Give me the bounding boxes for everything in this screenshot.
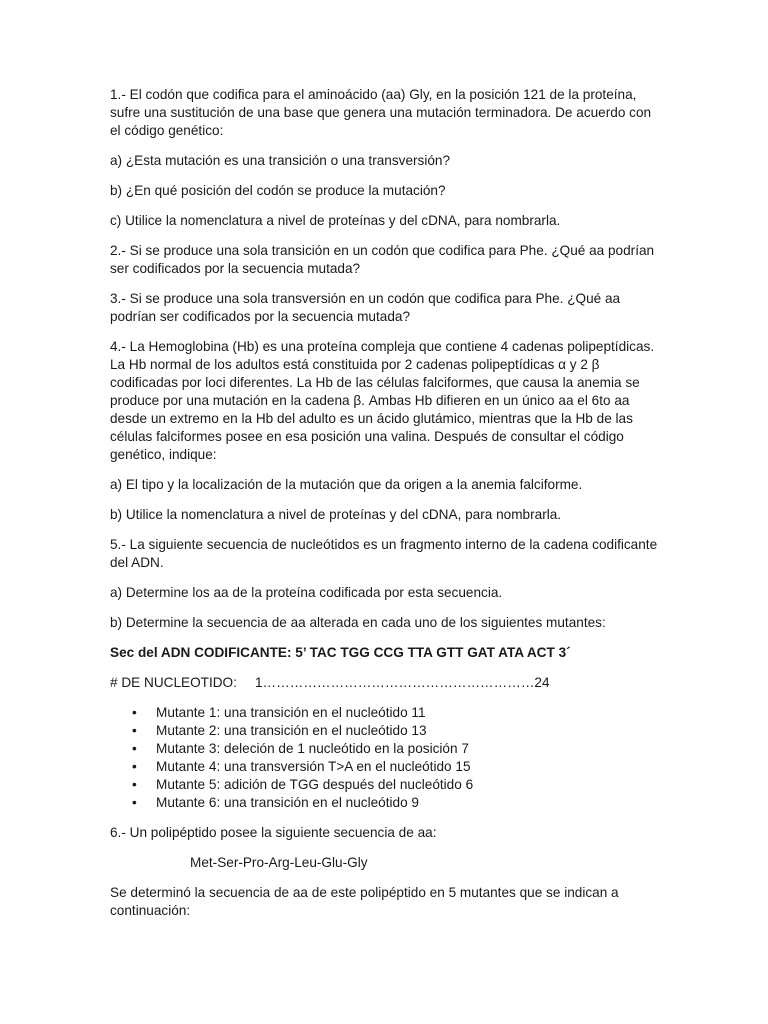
mutant-text: Mutante 6: una transición en el nucleótido 9: [156, 795, 419, 810]
question-1-b: b) ¿En qué posición del codón se produce la mutación?: [110, 183, 446, 198]
list-item: [110, 740, 660, 758]
question-5: 5.- La siguiente secuencia de nucleótidos es un fragmento interno de la cadena codificante del ADN.: [110, 537, 658, 570]
list-item: [110, 722, 660, 740]
nucleotide-label: # DE NUCLEOTIDO:: [110, 675, 237, 690]
question-4: 4.- La Hemoglobina (Hb) es una proteína compleja que contiene 4 cadenas polipeptídicas. La Hb normal de los adultos está constituida por 2 cadenas polipeptídicas α y 2 β codificadas por loci diferentes. La Hb de las células falciformes, que causa la anemia se produce por una mutación en la cadena β. Ambas Hb difieren en un único aa el 6to aa desde un extremo en la Hb del adulto es un ácido glutámico, mientras que la Hb de las células falciformes posee en esa posición una valina. Después de consultar el código genético, indique:: [110, 339, 655, 462]
bullet-icon: •: [132, 777, 137, 792]
polypeptide-sequence: Met-Ser-Pro-Arg-Leu-Glu-Gly: [190, 855, 368, 870]
bullet-icon: •: [132, 705, 137, 720]
question-1: 1.- El codón que codifica para el aminoácido (aa) Gly, en la posición 121 de la proteína, sufre una sustitución de una base que genera una mutación terminadora. De acuerdo con el código genético:: [110, 87, 652, 138]
question-2: 2.- Si se produce una sola transición en un codón que codifica para Phe. ¿Qué aa podrían ser codificados por la secuencia mutada?: [110, 243, 655, 276]
question-3: 3.- Si se produce una sola transversión en un codón que codifica para Phe. ¿Qué aa podrían ser codificados por la secuencia mutada?: [110, 291, 621, 324]
list-item: [110, 794, 660, 812]
list-item: [110, 776, 660, 794]
question-4-b: b) Utilice la nomenclatura a nivel de proteínas y del cDNA, para nombrarla.: [110, 507, 562, 522]
list-item: [110, 758, 660, 776]
mutant-text: Mutante 4: una transversión T>A en el nucleótido 15: [156, 759, 471, 774]
bullet-icon: •: [132, 723, 137, 738]
bullet-icon: •: [132, 759, 137, 774]
mutant-text: Mutante 5: adición de TGG después del nucleótido 6: [156, 777, 474, 792]
nucleotide-range: 1……………………………………………………24: [255, 675, 550, 690]
mutant-text: Mutante 1: una transición en el nucleótido 11: [156, 705, 426, 720]
document-body: [110, 86, 660, 932]
question-5-b: b) Determine la secuencia de aa alterada en cada uno de los siguientes mutantes:: [110, 615, 606, 630]
nucleotide-row: [110, 674, 660, 692]
question-1-c: c) Utilice la nomenclatura a nivel de proteínas y del cDNA, para nombrarla.: [110, 213, 561, 228]
bullet-icon: •: [132, 741, 137, 756]
mutant-text: Mutante 2: una transición en el nucleótido 13: [156, 723, 427, 738]
mutant-list: [110, 704, 660, 812]
mutant-text: Mutante 3: deleción de 1 nucleótido en la posición 7: [156, 741, 469, 756]
list-item: [110, 704, 660, 722]
question-6-followup: Se determinó la secuencia de aa de este polipéptido en 5 mutantes que se indican a continuación:: [110, 885, 619, 918]
question-4-a: a) El tipo y la localización de la mutación que da origen a la anemia falciforme.: [110, 477, 583, 492]
question-1-a: a) ¿Esta mutación es una transición o una transversión?: [110, 153, 451, 168]
question-5-a: a) Determine los aa de la proteína codificada por esta secuencia.: [110, 585, 503, 600]
bullet-icon: •: [132, 795, 137, 810]
dna-sequence: Sec del ADN CODIFICANTE: 5’ TAC TGG CCG TTA GTT GAT ATA ACT 3´: [110, 645, 571, 660]
question-6: 6.- Un polipéptido posee la siguiente secuencia de aa:: [110, 825, 437, 840]
